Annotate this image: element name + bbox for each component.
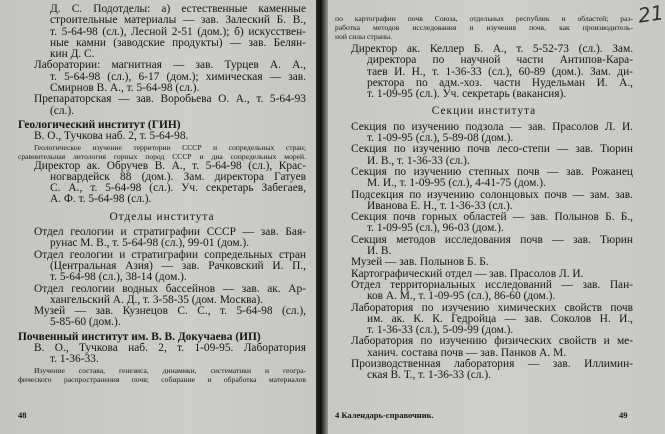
description-line: фического распространения почв; собирание и обработка материалов — [18, 374, 307, 384]
institute-heading: Геологический институт (ГИН) — [18, 118, 181, 131]
text-line: т. 5-64-98 (сл.), 6-17 (дом.); химическая — зав. — [50, 70, 307, 83]
text-line: Отдел геологии и стратиграфии СССР — зав. Бая- — [34, 226, 306, 239]
text-line: т. 1-36-33. — [50, 353, 99, 366]
text-line: Отдел геологии водных бассейнов — зав. ак. Ар- — [34, 282, 307, 295]
text-line: Секция почв горных областей — зав. Полынов Б. Б., — [351, 211, 634, 224]
text-line: (сл.). — [50, 104, 75, 117]
text-line: 5-85-60 (дом.). — [50, 316, 121, 329]
description-line: сравнительная литология горных пород СССР и дна сопредельных морей. — [18, 151, 307, 161]
text-line: Отдел территориальных исследований — зав. Пан- — [351, 278, 633, 291]
text-line: Музей — зав. Кузнецов С. С., т. 5-64-98 (сл.), — [34, 305, 306, 318]
text-line: (Центральная Азия) — зав. Рачковский И. П., — [50, 259, 307, 272]
text-line: таев И. Н., т. 1-36-33 (сл.), 60-89 (дом.). Зам. ди- — [367, 65, 633, 78]
section-heading: Отделы института — [109, 210, 215, 223]
text-line: т. 1-09-95 (сл.). Уч. секретарь (вакансия). — [367, 88, 567, 101]
text-line: Иванова Е. Н., т. 1-36-33 (сл.). — [367, 199, 513, 212]
text-line: Смирнов В. А., т. 5-64-98 (сл.). — [50, 82, 200, 95]
text-line: ков А. М., т. 1-09-95 (сл.), 86-60 (дом.). — [367, 290, 556, 303]
text-line: Подсекция по изучению солонцовых почв — зам. зав. — [351, 188, 634, 201]
section-heading: Секции института — [431, 105, 537, 118]
description-line: по картографии почв Союза, отдельных республик и областей; раз- — [335, 14, 634, 23]
handwritten-number: 21 — [636, 0, 665, 28]
book-gutter — [316, 0, 328, 434]
text-line: Секция по изучению степных почв — зав. Рожанец — [351, 165, 634, 178]
text-line: Директор ак. Обручев В. А., т. 5-64-98 (сл.), Крас- — [34, 159, 306, 172]
text-line: В. О., Тучкова наб. 2, т. 5-64-98. — [34, 130, 189, 143]
page-number-right: 49 — [619, 410, 628, 420]
text-line: Препараторская — зав. Воробьева О. А., т. 5-64-93 — [34, 93, 306, 106]
text-line: Музей — зав. Полынов Б. Б. — [351, 256, 489, 269]
text-line: т. 1-09-95 (сл.), 96-03 (дом.). — [367, 222, 504, 235]
left-page-text — [18, 4, 306, 384]
text-line: т. 1-36-33 (сл.), 5-09-99 (дом.). — [367, 324, 514, 337]
text-line: Лаборатории: магнитная — зав. Турцев А. А., — [34, 59, 307, 72]
text-line: Секция по изучению почв лесо-степи — зав. Тюрин — [351, 143, 633, 156]
text-line: т. 1-09-95 (сл.), 5-89-08 (дом.). — [367, 132, 514, 145]
footer-signature: 4 Календарь-справочник. — [335, 410, 434, 420]
right-page — [328, 0, 665, 434]
text-line: Картографический отдел — зав. Прасолов Л. И. — [351, 267, 584, 280]
text-line: ректора по адм.-хоз. части Нудельман И. А., — [367, 76, 634, 89]
text-line: т. 5-64-98 (сл.), Лесной 2-51 (дом.); б) искусствен- — [50, 25, 306, 38]
institute-heading: Почвенный институт им. В. В. Докучаева (ИП) — [18, 330, 261, 343]
right-page-text — [335, 14, 633, 382]
text-line: кин Д. С. — [50, 48, 95, 61]
text-line: И. В., т. 1-36-33 (сл.). — [367, 154, 470, 167]
text-line: рунас М. В., т. 5-64-98 (сл.), 99-01 (дом.). — [50, 237, 250, 250]
left-page — [0, 0, 318, 434]
text-line: ханич. состава почв — зав. Панков А. М. — [367, 346, 567, 359]
text-line: строительные материалы — зав. Залеский Б. В., — [50, 14, 306, 27]
text-line: А. Ф. т. 5-64-98 (сл.). — [50, 193, 152, 206]
description-line: Изучение состава, генезиса, динамики, систематики и геогра- — [34, 365, 307, 375]
text-line: хангельский А. Д., т. 3-58-35 (дом. Москва). — [50, 293, 264, 306]
text-line: ные камни (заводские продукты) — зав. Белян- — [50, 36, 306, 49]
text-line: Д. С. Подотделы: а) естественные каменные — [50, 3, 307, 15]
text-line: Лаборатория по изучению химических свойств почв — [351, 301, 634, 314]
text-line: М. И., т. 1-09-95 (сл.), 4-41-75 (дом.). — [367, 177, 546, 190]
text-line: Производственная лаборатория — зав. Иллимин- — [351, 358, 634, 371]
text-line: С. А., т. 5-64-98 (сл.). Уч. секретарь Забегаев, — [50, 182, 306, 195]
text-line: Отдел геологии и стратиграфии сопредельных стран — [34, 248, 306, 261]
text-line: В. О., Тучкова наб. 2, т. 1-09-95. Лаборатория — [34, 342, 306, 355]
text-line: Директор ак. Келлер Б. А., т. 5-52-73 (сл.). Зам. — [351, 43, 634, 55]
description-line: ной силы страны. — [335, 32, 393, 41]
page-number-left: 48 — [18, 410, 27, 420]
description-line: Геологическое изучение территории СССР и сопредельных стран; — [34, 142, 306, 152]
text-line: т. 5-64-98 (сл.), 38-14 (дом.). — [50, 271, 187, 284]
text-line: ская В. Т., т. 1-36-33 (сл.). — [367, 369, 491, 382]
text-line: И. В. — [367, 245, 392, 258]
text-line: им. ак. К. К. Гедройца — зав. Соколов Н. И., — [367, 312, 634, 325]
text-line: Лаборатория по изучению физических свойств и ме- — [351, 335, 634, 348]
text-line: директора по научной части Антипов-Кара- — [367, 54, 634, 67]
description-line: работка методов исследования и изучения почв, как производитель- — [335, 23, 634, 32]
text-line: Секция по изучению подзола — зав. Прасолов Л. И. — [351, 120, 634, 133]
text-line: ногвардейск 88 (дом.). Зам. директора Гатуев — [50, 170, 307, 183]
text-line: Секция методов исследования почв — зав. Тюрин — [351, 233, 633, 246]
